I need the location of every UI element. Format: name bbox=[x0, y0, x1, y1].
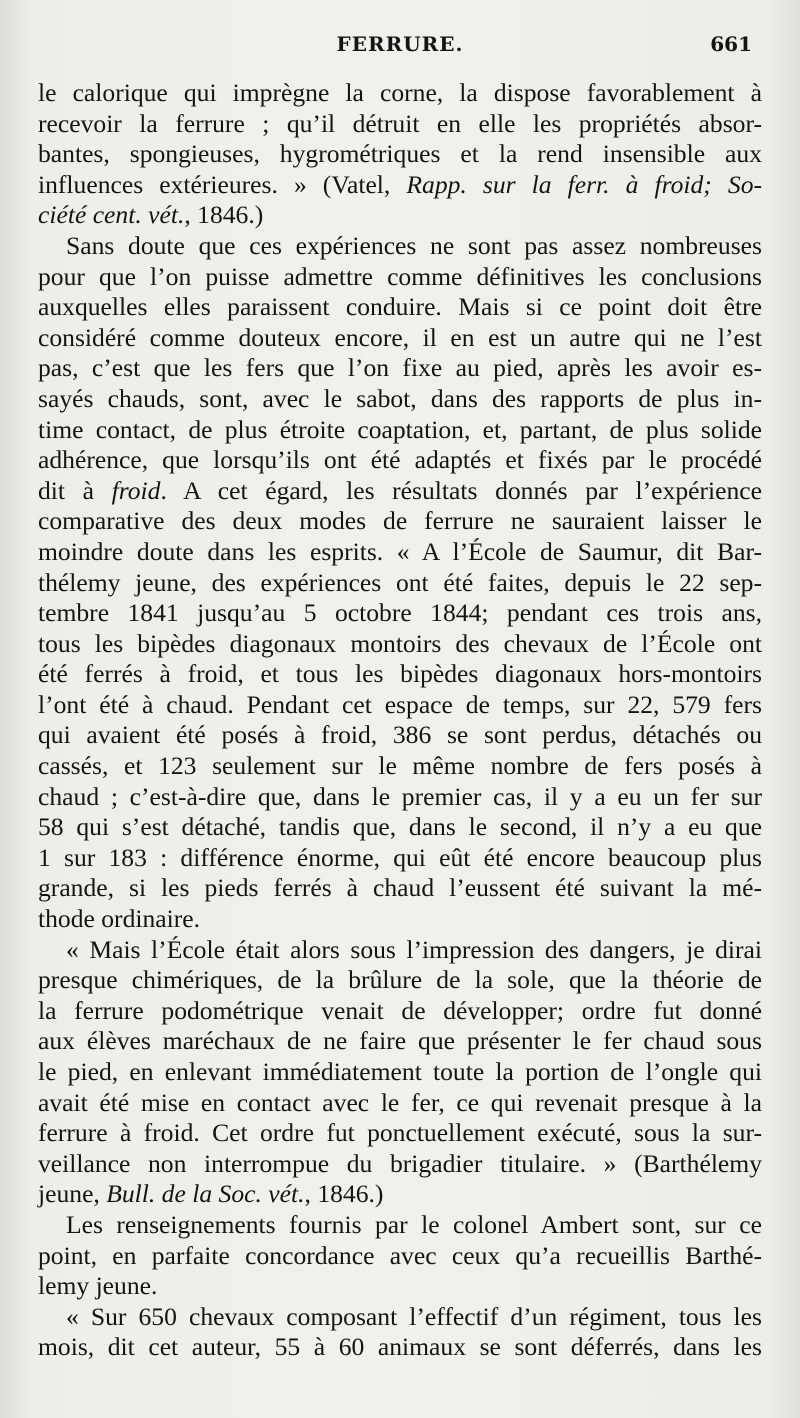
text-line: thélemy jeune, des expériences ont été faites, depuis le 22 sep- bbox=[38, 567, 762, 597]
text-line: moindre doute dans les esprits. « A l’École de Saumur, dit Bar- bbox=[38, 536, 762, 566]
text-line: « Sur 650 chevaux composant l’effectif d’un régiment, tous les bbox=[66, 1301, 762, 1331]
text-line: qui avaient été posés à froid, 386 se sont perdus, détachés ou bbox=[38, 720, 762, 750]
text-line: Sans doute que ces expériences ne sont pas assez nombreuses bbox=[66, 230, 762, 260]
text-line: auxquelles elles paraissent conduire. Mais si ce point doit être bbox=[38, 292, 762, 322]
text-line: lemy jeune. bbox=[38, 1271, 158, 1301]
text-line: pas, c’est que les fers que l’on fixe au pied, après les avoir es- bbox=[38, 353, 762, 383]
text-line: avait été mise en contact avec le fer, ce qui revenait presque à la bbox=[38, 1087, 762, 1117]
text-line: aux élèves maréchaux de ne faire que présenter le fer chaud sous bbox=[38, 1026, 762, 1056]
text-line: 1 sur 183 : différence énorme, qui eût été encore beaucoup plus bbox=[38, 842, 762, 872]
text-line: chaud ; c’est-à-dire que, dans le premier cas, il y a eu un fer sur bbox=[38, 781, 762, 811]
text-line: ciété cent. vét., 1846.) bbox=[38, 200, 264, 230]
text-line: influences extérieures. » (Vatel, Rapp. sur la ferr. à froid; So- bbox=[38, 169, 763, 199]
text-line: ferrure à froid. Cet ordre fut ponctuellement exécuté, sous la sur- bbox=[38, 1118, 762, 1148]
text-line: bantes, spongieuses, hygrométriques et la rend insensible aux bbox=[38, 139, 762, 169]
text-line: comparative des deux modes de ferrure ne sauraient laisser le bbox=[38, 506, 762, 536]
text-line: sayés chauds, sont, avec le sabot, dans des rapports de plus in- bbox=[38, 383, 762, 413]
text-line: 58 qui s’est détaché, tandis que, dans le second, il n’y a eu que bbox=[38, 812, 762, 842]
text-line: recevoir la ferrure ; qu’il détruit en elle les propriétés absor- bbox=[38, 108, 762, 138]
text-line: presque chimériques, de la brûlure de la sole, que la théorie de bbox=[38, 965, 762, 995]
text-line: jeune, Bull. de la Soc. vét., 1846.) bbox=[38, 1179, 384, 1209]
text-line: « Mais l’École était alors sous l’impression des dangers, je dirai bbox=[66, 934, 762, 964]
text-line: cassés, et 123 seulement sur le même nombre de fers posés à bbox=[38, 751, 762, 781]
text-line: thode ordinaire. bbox=[38, 904, 201, 934]
text-line: l’ont été à chaud. Pendant cet espace de temps, sur 22, 579 fers bbox=[38, 689, 762, 719]
text-line: tous les bipèdes diagonaux montoirs des chevaux de l’École ont bbox=[38, 628, 762, 658]
text-line: considéré comme douteux encore, il en est un autre qui ne l’est bbox=[38, 322, 762, 352]
text-line: grande, si les pieds ferrés à chaud l’eussent été suivant la mé- bbox=[38, 873, 762, 903]
text-line: pour que l’on puisse admettre comme définitives les conclusions bbox=[38, 261, 762, 291]
text-line: veillance non interrompue du brigadier titulaire. » (Barthélemy bbox=[38, 1148, 762, 1178]
text-line: le calorique qui imprègne la corne, la dispose favorablement à bbox=[38, 78, 762, 107]
running-title: FERRURE. bbox=[336, 32, 464, 56]
text-line: Les renseignements fournis par le colonel Ambert sont, sur ce bbox=[66, 1209, 762, 1239]
text-line: mois, dit cet auteur, 55 à 60 animaux se sont déferrés, dans les bbox=[38, 1332, 762, 1362]
body-text bbox=[38, 78, 762, 1363]
text-line: time contact, de plus étroite coaptation, et, partant, de plus solide bbox=[38, 414, 762, 444]
page-number: 661 bbox=[710, 32, 752, 56]
page-header bbox=[0, 32, 800, 66]
text-line: adhérence, que lorsqu’ils ont été adaptés et fixés par le procédé bbox=[38, 445, 762, 475]
text-line: tembre 1841 jusqu’au 5 octobre 1844; pendant ces trois ans, bbox=[38, 598, 762, 628]
text-line: point, en parfaite concordance avec ceux qu’a recueillis Barthé- bbox=[38, 1240, 762, 1270]
text-line: été ferrés à froid, et tous les bipèdes diagonaux hors-montoirs bbox=[38, 659, 762, 689]
text-line: la ferrure podométrique venait de développer; ordre fut donné bbox=[38, 995, 762, 1025]
text-line: dit à froid. A cet égard, les résultats donnés par l’expérience bbox=[38, 475, 762, 505]
text-line: le pied, en enlevant immédiatement toute la portion de l’ongle qui bbox=[38, 1057, 762, 1086]
